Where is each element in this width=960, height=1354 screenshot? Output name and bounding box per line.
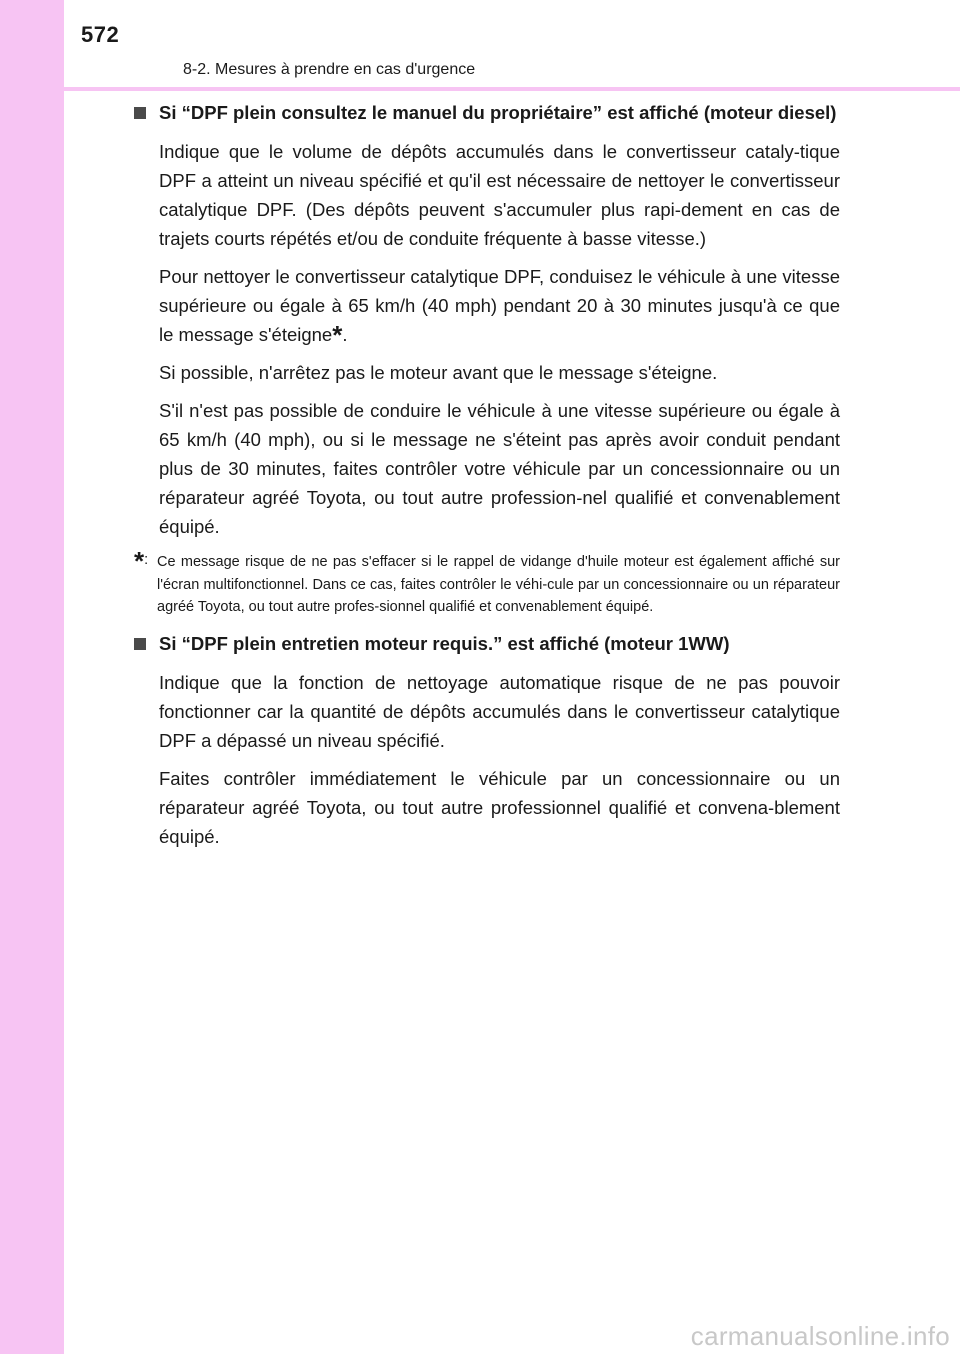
footnote-text: Ce message risque de ne pas s'effacer si le rappel de vidange d'huile moteur est également affiché sur l'écran multifonctionnel. Dans ce cas, faites contrôler le véhi-cule par un concessionnaire ou un réparateur agréé Toyota, ou tout autre profes-sionnel qualifié et convenablement équipé. xyxy=(157,554,840,615)
paragraph-text: Pour nettoyer le convertisseur catalytique DPF, conduisez le véhicule à une vitesse supérieure ou égale à 65 km/h (40 mph) pendant 20 à 30 minutes jusqu'à ce que le message s'éteigne xyxy=(159,266,840,345)
heading-text: Si “DPF plein consultez le manuel du propriétaire” est affiché (moteur diesel) xyxy=(159,102,837,123)
footnote xyxy=(134,546,840,619)
square-bullet-icon xyxy=(134,638,146,650)
watermark: carmanualsonline.info xyxy=(690,1321,950,1351)
paragraph: Si possible, n'arrêtez pas le moteur avant que le message s'éteigne. xyxy=(159,362,718,383)
square-bullet-icon xyxy=(134,107,146,119)
section-heading-dpf-diesel xyxy=(134,98,840,127)
header-rule xyxy=(64,87,960,91)
paragraph-period: . xyxy=(342,324,348,345)
heading-text: Si “DPF plein entretien moteur requis.” est affiché (moteur 1WW) xyxy=(159,632,730,654)
paragraph: Indique que le volume de dépôts accumulés dans le convertisseur cataly-tique DPF a atteint un niveau spécifié et qu'il est nécessaire de nettoyer le convertisseur catalytique DPF. (Des dépôts peuvent s'accumuler plus rapi-dement en cas de trajets courts répétés et/ou de conduite fréquente à basse vitesse.) xyxy=(159,141,840,249)
paragraph xyxy=(134,262,840,349)
page-body xyxy=(134,98,840,851)
section-title: 8-2. Mesures à prendre en cas d'urgence xyxy=(183,61,476,78)
page-margin-band xyxy=(0,0,64,1354)
paragraph: S'il n'est pas possible de conduire le véhicule à une vitesse supérieure ou égale à 65 km/h (40 mph), ou si le message ne s'éteint pas après avoir conduit pendant plus de 30 minutes, faites contrôler votre véhicule par un concessionnaire ou un réparateur agréé Toyota, ou tout autre profession-nel qualifié et convenablement équipé. xyxy=(159,400,840,537)
footnote-marker: *: xyxy=(134,546,149,576)
paragraph: Indique que la fonction de nettoyage automatique risque de ne pas pouvoir fonctionner car la quantité de dépôts accumulés dans le convertisseur catalytique DPF a dépassé un niveau spécifié. xyxy=(159,671,840,751)
section-heading-dpf-1ww xyxy=(134,629,840,658)
paragraph: Faites contrôler immédiatement le véhicule par un concessionnaire ou un réparateur agréé Toyota, ou tout autre professionnel qualifié et convena-blement équipé. xyxy=(159,767,840,847)
footnote-reference: * xyxy=(332,320,343,350)
page-number: 572 xyxy=(81,22,120,47)
